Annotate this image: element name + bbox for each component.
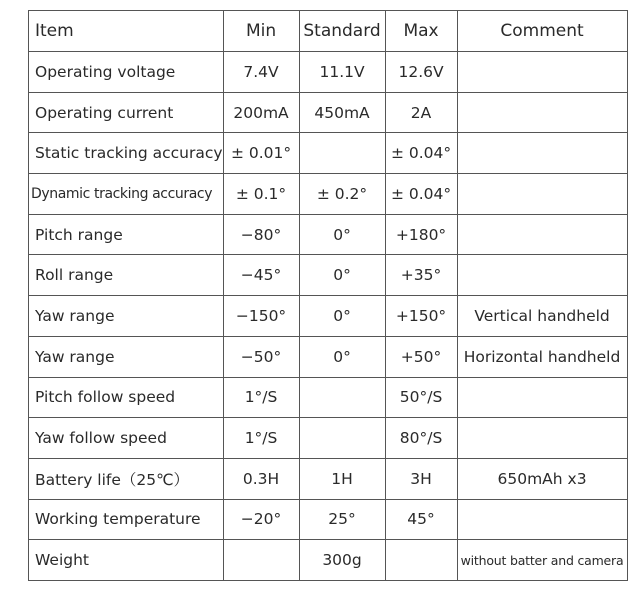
row-standard: 11.1V [299,52,385,93]
row-min: −80° [223,214,299,255]
row-min: 1°/S [223,418,299,459]
row-max: 2A [385,92,457,133]
table-row [29,377,628,418]
table-row [29,255,628,296]
row-standard: ± 0.2° [299,174,385,215]
row-min: 0.3H [223,458,299,499]
row-comment: without batter and camera [457,540,627,581]
row-item: Yaw range [29,336,224,377]
header-standard: Standard [299,11,385,52]
header-item: Item [29,11,224,52]
row-item: Dynamic tracking accuracy [29,174,224,215]
row-standard: 0° [299,255,385,296]
row-item: Pitch range [29,214,224,255]
row-comment [457,418,627,459]
row-comment [457,214,627,255]
row-min: 1°/S [223,377,299,418]
row-standard: 25° [299,499,385,540]
header-row [29,11,628,52]
table-row [29,336,628,377]
row-comment [457,92,627,133]
row-item: Yaw follow speed [29,418,224,459]
row-max [385,540,457,581]
row-item: Battery life（25℃） [29,458,224,499]
header-max: Max [385,11,457,52]
table-row [29,296,628,337]
row-max: +50° [385,336,457,377]
row-max: 3H [385,458,457,499]
row-standard: 450mA [299,92,385,133]
header-comment: Comment [457,11,627,52]
row-standard [299,377,385,418]
table-row [29,418,628,459]
row-min: 200mA [223,92,299,133]
row-item: Operating voltage [29,52,224,93]
row-standard: 300g [299,540,385,581]
row-max: ± 0.04° [385,174,457,215]
row-min: 7.4V [223,52,299,93]
row-min: −150° [223,296,299,337]
table-row [29,92,628,133]
row-comment [457,52,627,93]
row-comment: 650mAh x3 [457,458,627,499]
row-comment: Horizontal handheld [457,336,627,377]
row-item: Working temperature [29,499,224,540]
table-row [29,458,628,499]
row-max: 80°/S [385,418,457,459]
row-item: Yaw range [29,296,224,337]
row-standard [299,418,385,459]
row-standard: 0° [299,296,385,337]
table-row [29,540,628,581]
header-min: Min [223,11,299,52]
row-standard: 1H [299,458,385,499]
row-min: −45° [223,255,299,296]
row-item: Operating current [29,92,224,133]
row-max: 50°/S [385,377,457,418]
row-min: −50° [223,336,299,377]
row-item: Weight [29,540,224,581]
spec-table [28,10,628,581]
row-comment [457,499,627,540]
table-row [29,214,628,255]
row-max: ± 0.04° [385,133,457,174]
row-max: +150° [385,296,457,337]
row-min [223,540,299,581]
table-row [29,174,628,215]
row-min: ± 0.1° [223,174,299,215]
row-comment [457,133,627,174]
table-row [29,499,628,540]
spec-table-body [29,11,628,581]
row-min: ± 0.01° [223,133,299,174]
row-comment [457,255,627,296]
row-max: +180° [385,214,457,255]
table-row [29,133,628,174]
row-max: +35° [385,255,457,296]
row-standard: 0° [299,214,385,255]
row-item: Pitch follow speed [29,377,224,418]
row-comment [457,174,627,215]
row-comment: Vertical handheld [457,296,627,337]
row-standard: 0° [299,336,385,377]
row-item: Static tracking accuracy [29,133,224,174]
row-max: 12.6V [385,52,457,93]
row-max: 45° [385,499,457,540]
table-row [29,52,628,93]
row-standard [299,133,385,174]
row-item: Roll range [29,255,224,296]
row-comment [457,377,627,418]
row-min: −20° [223,499,299,540]
